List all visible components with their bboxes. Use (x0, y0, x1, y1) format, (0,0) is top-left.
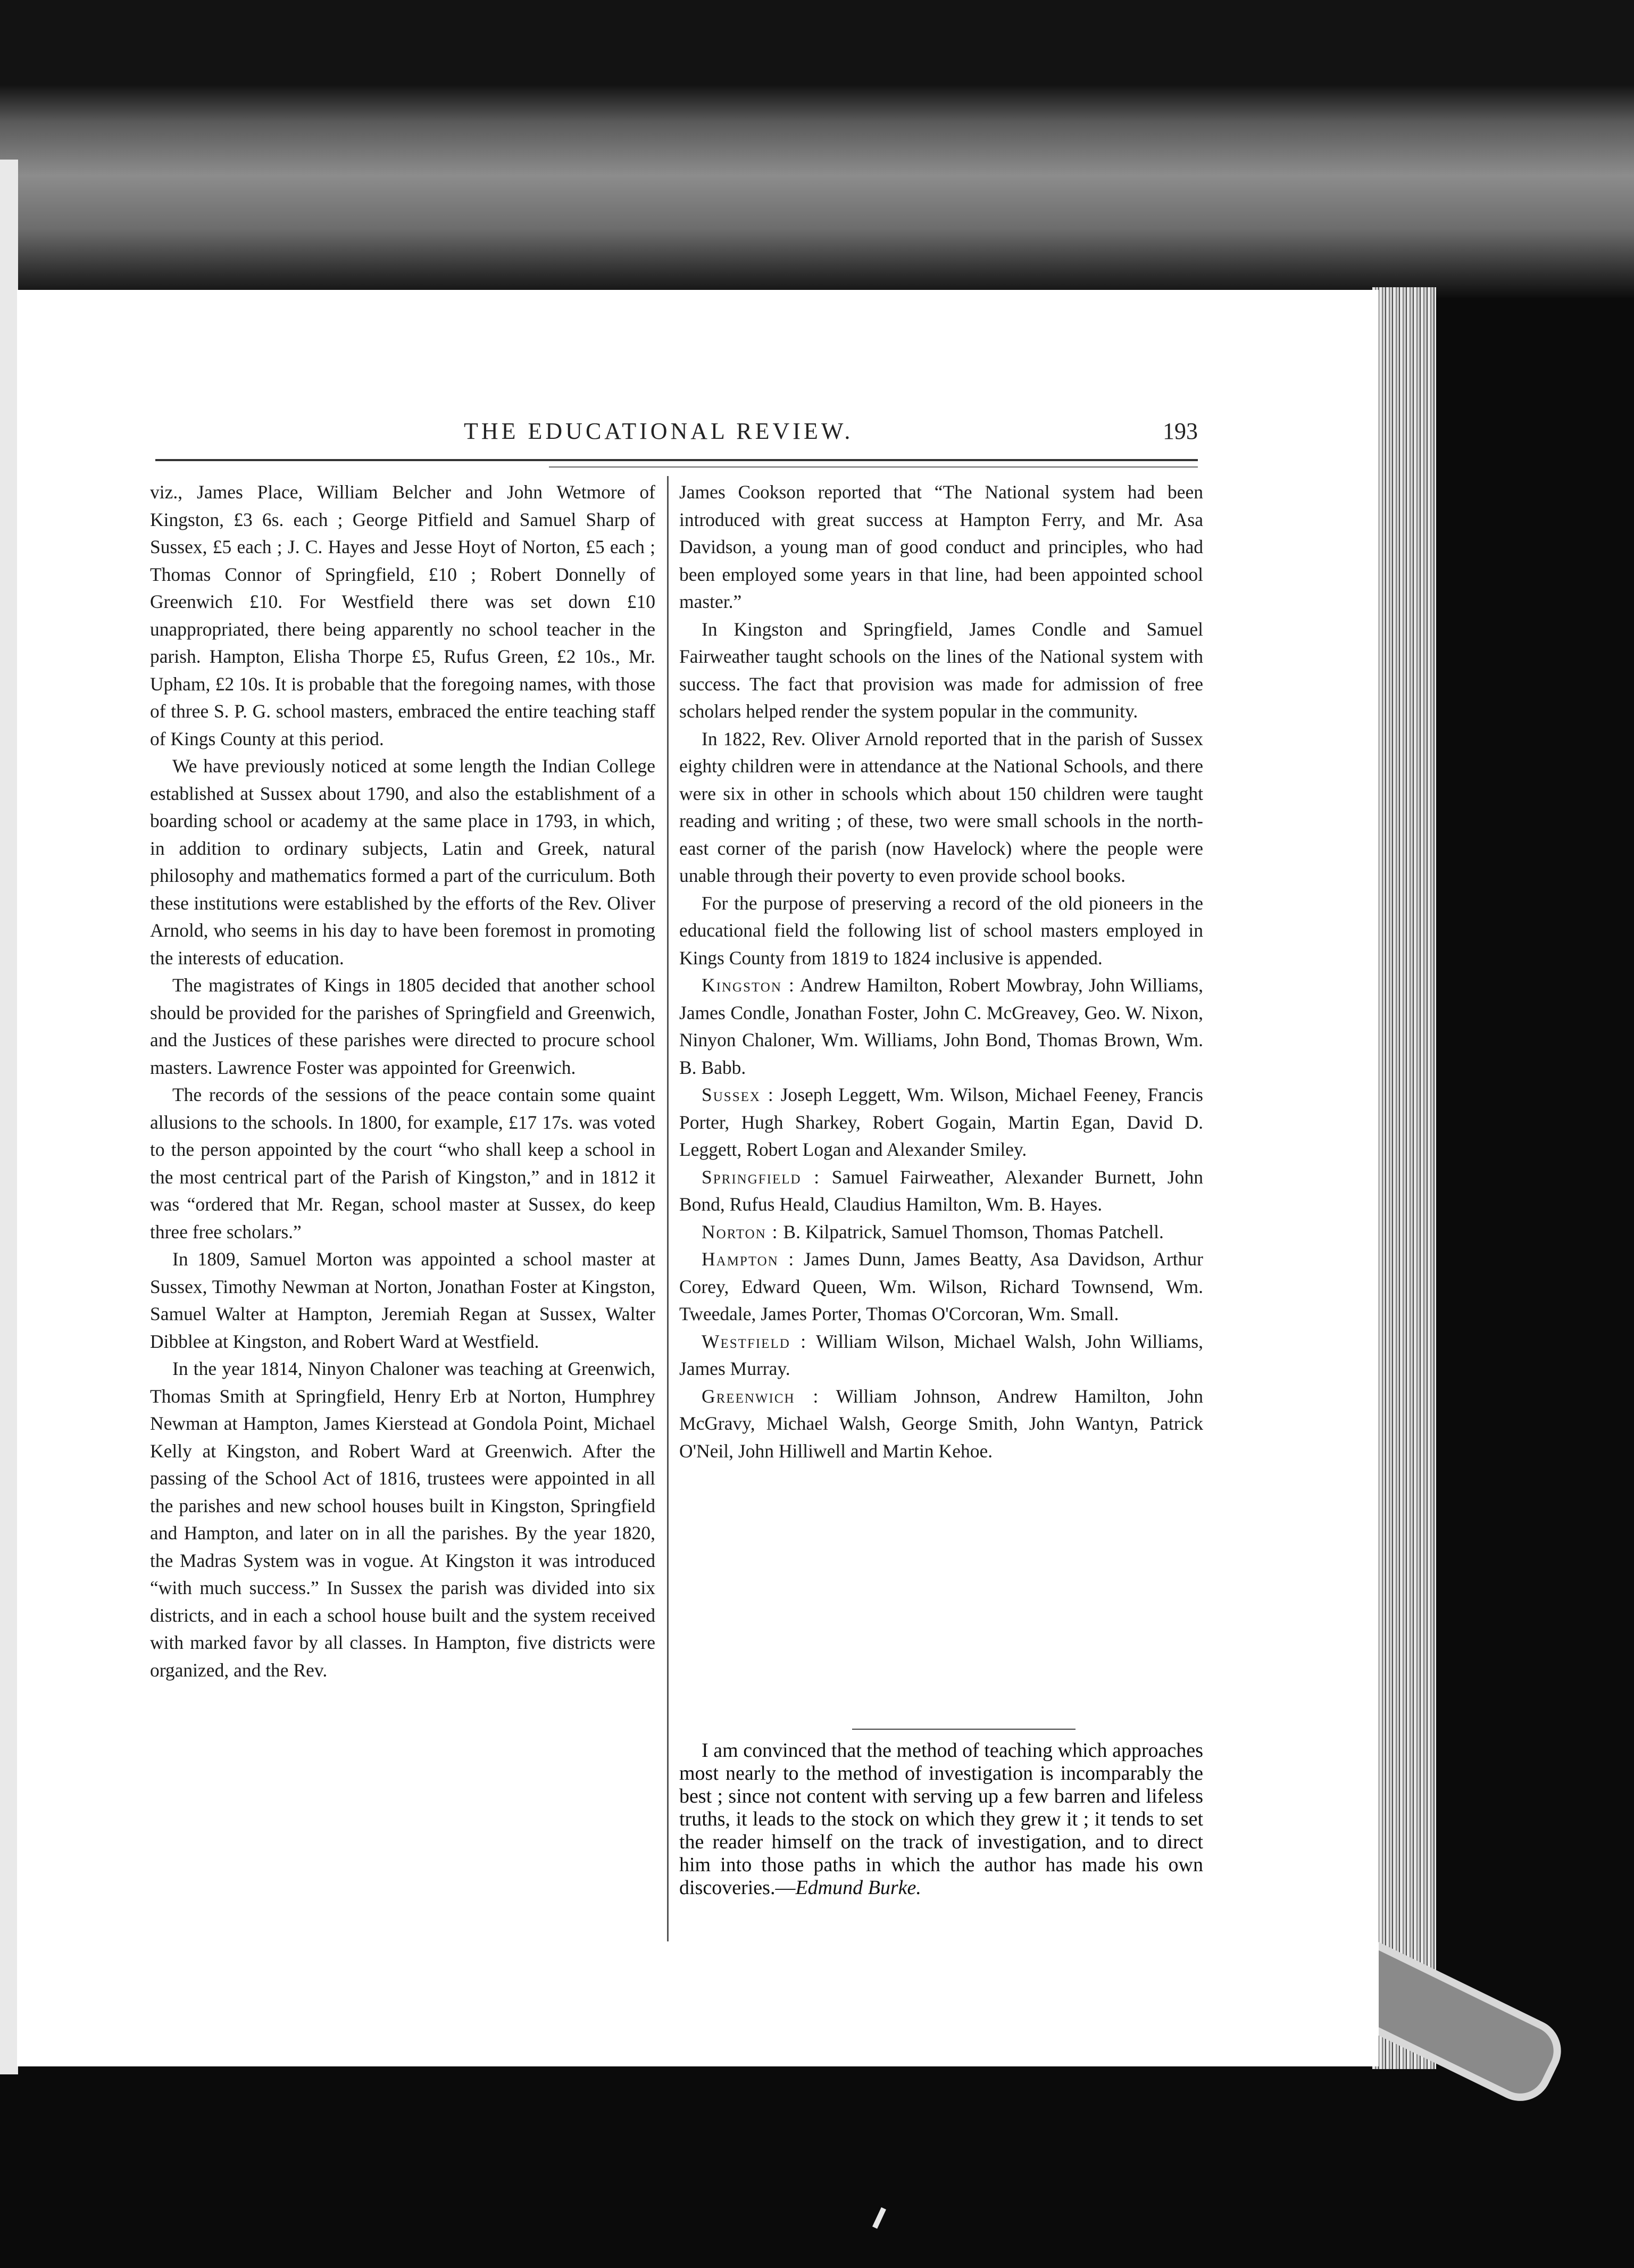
parish-names: William Johnson, Andrew Hamilton, John McGravy, Michael Walsh, George Smith, John Wantyn, Patrick O'Neil, John Hilliwell and Martin Kehoe. (679, 1385, 1203, 1462)
book-page-edges (1372, 287, 1436, 2069)
parish-names: William Wilson, Michael Walsh, John Williams, James Murray. (679, 1330, 1204, 1379)
right-column (679, 479, 1203, 1465)
book-page (17, 290, 1379, 2066)
page-header (166, 418, 1198, 455)
quote-body: I am convinced that the method of teaching which approaches most nearly to the method of investigation is incomparably the best ; since not content with serving up a few barren and lifeless truths, it leads to the stock on which they grew it ; it tends to set the reader himself on the track of investigation, and to direct him into those paths in which the author has made his own discoveries.— (679, 1739, 1203, 1899)
header-rule (155, 459, 1198, 461)
parish-names: Joseph Leggett, Wm. Wilson, Michael Feeney, Francis Porter, Hugh Sharkey, Robert Gogain, Martin Egan, David D. Leggett, Robert Logan and Alexander Smiley. (679, 1084, 1203, 1160)
list-item (679, 972, 1203, 1081)
parish-label: Sussex : (702, 1084, 774, 1105)
quote-separator (852, 1729, 1076, 1730)
parish-label: Westfield : (702, 1330, 807, 1352)
parish-label: Kingston : (702, 974, 795, 996)
quote-attribution: Edmund Burke. (795, 1877, 921, 1899)
list-item (679, 1383, 1203, 1465)
paragraph: In 1822, Rev. Oliver Arnold reported that in the parish of Sussex eighty children were in attendance at the National Schools, and there were six in other in schools which about 150 children were taught reading and writing ; of these, two were small schools in the north-east corner of the parish (now Havelock) where the people were unable through their poverty to even provide school books. (679, 728, 1203, 886)
parish-names: Andrew Hamilton, Robert Mowbray, John Williams, James Condle, Jonathan Foster, John C. McGreavey, Geo. W. Nixon, Ninyon Chaloner, Wm. Williams, John Bond, Thomas Brown, Wm. B. Babb. (679, 974, 1203, 1078)
list-item (679, 1081, 1203, 1164)
parish-label: Greenwich : (702, 1385, 820, 1407)
parish-names: Samuel Fairweather, Alexander Burnett, John Bond, Rufus Heald, Claudius Hamilton, Wm. B. Hayes. (679, 1166, 1203, 1215)
paragraph: James Cookson reported that “The National system had been introduced with great success at Hampton Ferry, and Mr. Asa Davidson, a young man of good conduct and principles, who had been employed some years in that line, had been appointed school master.” (679, 481, 1203, 612)
parish-names: B. Kilpatrick, Samuel Thomson, Thomas Patchell. (783, 1221, 1164, 1243)
paragraph: For the purpose of preserving a record of the old pioneers in the educational field the following list of school masters employed in Kings County from 1819 to 1824 inclusive is appended. (679, 892, 1203, 969)
list-item (679, 1164, 1203, 1219)
parish-label: Norton : (702, 1221, 779, 1243)
scan-dust-mark (872, 2207, 886, 2229)
page-number: 193 (1163, 418, 1198, 444)
parish-names: James Dunn, James Beatty, Asa Davidson, Arthur Corey, Edward Queen, Wm. Wilson, Richard Townsend, Wm. Tweedale, James Porter, Thomas O'Corcoran, Wm. Small. (679, 1248, 1203, 1324)
closing-quote (679, 1739, 1203, 1899)
list-item (679, 1219, 1203, 1246)
paragraph: In Kingston and Springfield, James Condle and Samuel Fairweather taught schools on the lines of the National system with success. The fact that provision was made for admission of free scholars helped render the system popular in the community. (679, 618, 1203, 722)
list-item (679, 1246, 1203, 1328)
left-column (150, 479, 655, 1684)
header-rule-secondary (549, 466, 1198, 468)
quote-text (679, 1739, 1203, 1899)
scan-background-top (0, 0, 1634, 298)
paragraph: We have previously noticed at some length the Indian College established at Sussex about 1790, and also the establishment of a boarding school or academy at the same place in 1793, in which, in addition to ordinary subjects, Latin and Greek, natural philosophy and mathematics formed a part of the curriculum. Both these institutions were established by the efforts of the Rev. Oliver Arnold, who seems in his day to have been foremost in promoting the interests of education. (150, 755, 655, 969)
running-title: THE EDUCATIONAL REVIEW. (464, 418, 854, 444)
parish-label: Springfield : (702, 1166, 821, 1188)
paragraph: The magistrates of Kings in 1805 decided that another school should be provided for the parishes of Springfield and Greenwich, and the Justices of these parishes were directed to procure school masters. Lawrence Foster was appointed for Greenwich. (150, 974, 655, 1078)
list-item (679, 1328, 1203, 1383)
paragraph: viz., James Place, William Belcher and John Wetmore of Kingston, £3 6s. each ; George Pitfield and Samuel Sharp of Sussex, £5 each ; J. C. Hayes and Jesse Hoyt of Norton, £5 each ; Thomas Connor of Springfield, £10 ; Robert Donnelly of Greenwich £10. For Westfield there was set down £10 unappropriated, there being apparently no school teacher in the parish. Hampton, Elisha Thorpe £5, Rufus Green, £2 10s., Mr. Upham, £2 10s. It is probable that the foregoing names, with those of three S. P. G. school masters, embraced the entire teaching staff of Kings County at this period. (150, 481, 655, 749)
scan-left-edge (0, 160, 18, 2074)
paragraph: In 1809, Samuel Morton was appointed a school master at Sussex, Timothy Newman at Norton, Jonathan Foster at Kingston, Samuel Walter at Hampton, Jeremiah Regan at Sussex, Walter Dibblee at Kingston, and Robert Ward at Westfield. (150, 1248, 655, 1352)
paragraph: In the year 1814, Ninyon Chaloner was teaching at Greenwich, Thomas Smith at Springfield, Henry Erb at Norton, Humphrey Newman at Hampton, James Kierstead at Gondola Point, Michael Kelly at Kingston, and Robert Ward at Greenwich. After the passing of the School Act of 1816, trustees were appointed in all the parishes and new school houses built in Kingston, Springfield and Hampton, and later on in all the parishes. By the year 1820, the Madras System was in vogue. At Kingston it was introduced “with much success.” In Sussex the parish was divided into six districts, and in each a school house built and the system received with marked favor by all classes. In Hampton, five districts were organized, and the Rev. (150, 1358, 655, 1681)
paragraph: The records of the sessions of the peace contain some quaint allusions to the schools. In 1800, for example, £17 17s. was voted to the person appointed by the court “who shall keep a school in the most centrical part of the Parish of Kingston,” and in 1812 it was “ordered that Mr. Regan, school master at Sussex, do keep three free scholars.” (150, 1084, 655, 1243)
parish-label: Hampton : (702, 1248, 795, 1270)
column-divider (667, 476, 669, 1941)
